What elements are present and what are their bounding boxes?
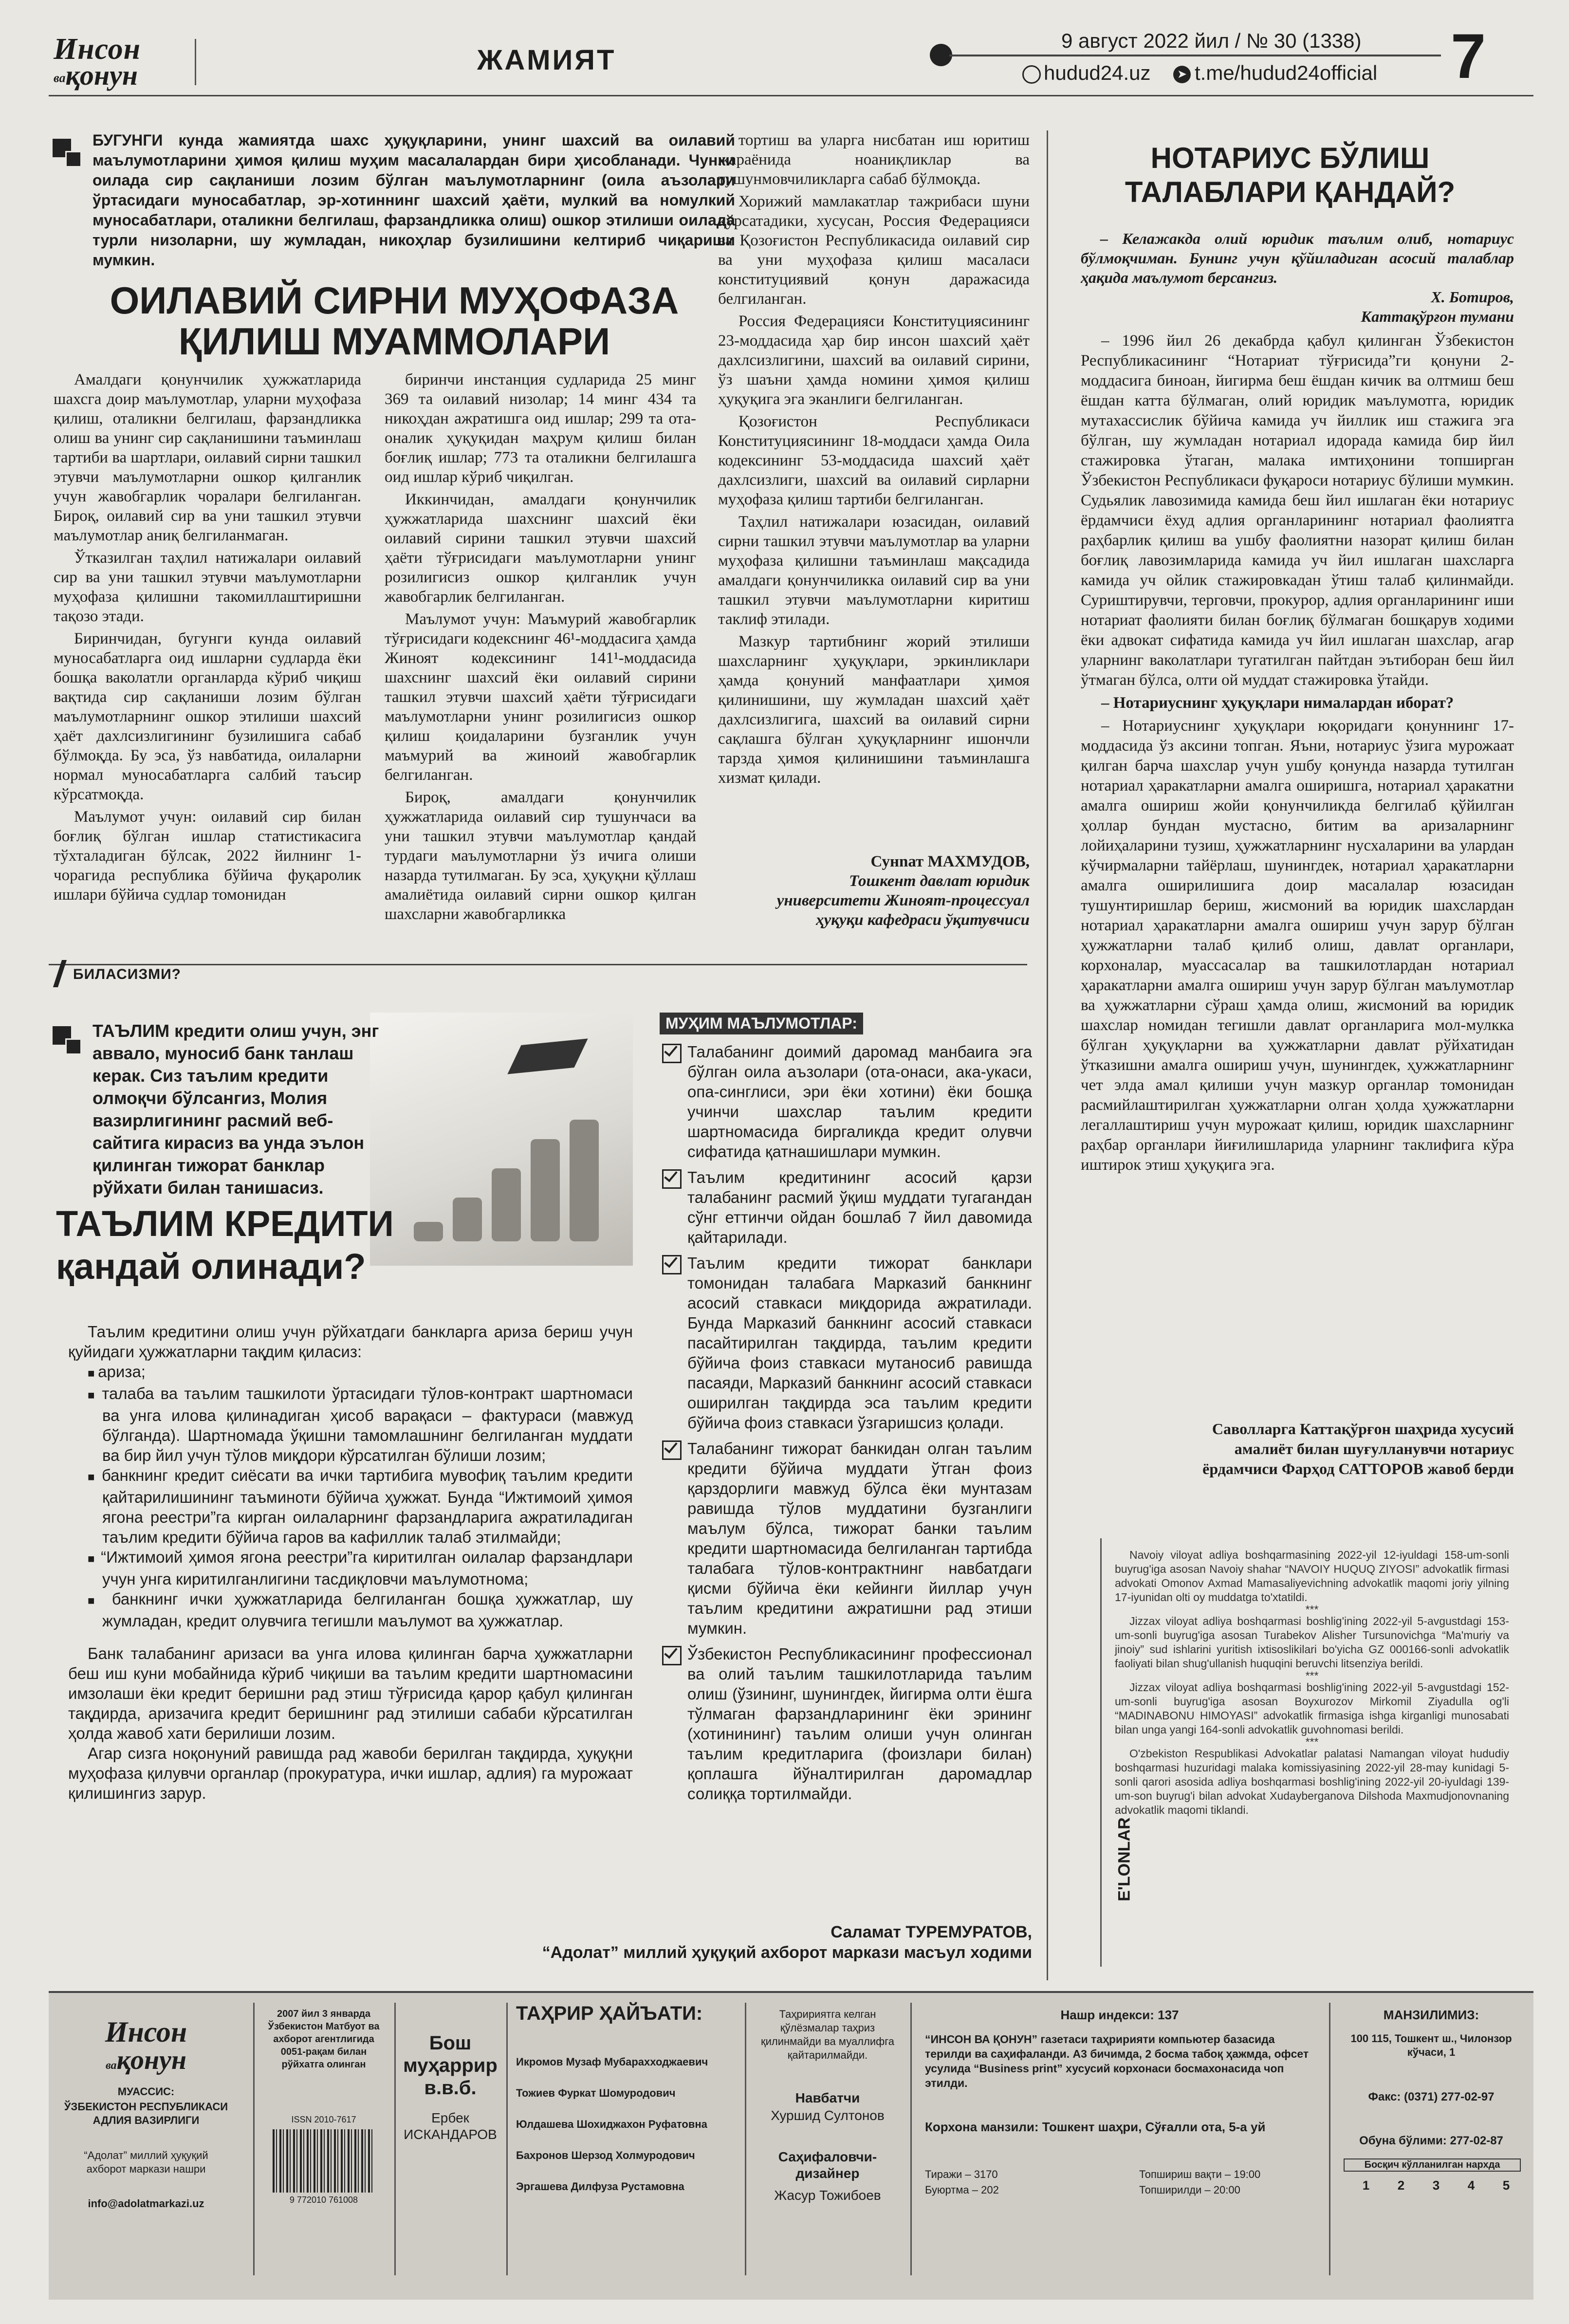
paragraph: тортиш ва уларга нисбатан иш юритиш жараёнида ноаниқликлар ва тушунмовчиликларга сабаб бўлмоқда. bbox=[718, 131, 1030, 188]
lead-marker-icon-2 bbox=[65, 151, 82, 167]
contact-label: МАНЗИЛИМИЗ: bbox=[1383, 2008, 1479, 2022]
telegram-icon: ➤ bbox=[1173, 66, 1191, 83]
paragraph: – 1996 йил 26 декабрда қабул қилинган Ўзбекистон Республикасининг “Нотариат тўғрисида”ги қонуни 2-моддасига биноан, йигирма беш ёшдан кичик ва олтмиш беш ёшдан катта бўлмаган, олий юридик маълумотга, юридик мутахассислик бўйича камида уч йиллик иш стажига эга бўлган, шу жумладан нотариал идорада камида бир йил стажировка ўтаган, малака имтиҳонини топширган Ўзбекистон Республикаси фуқароси нотариус бўлиши мумкин. Судьялик лавозимида камида беш йил ишлаган ёки нотариус ёрдамчиси ёхуд адлия органларининг нотариал фаолиятга раҳбарлик қилиш ва ушбу фаолиятни назорат қилиш билан боғлиқ лавозимларида камида уч йил ишлаган шахсларга камида уч ойлик стажировкадан ўтиш талаб қилинмайди. Суриштирувчи, терговчи, прокурор, адлия органларининг иши нотариат фаолияти билан боғлиқ бўлмаган бошқарув ходими ёки адвокат сифатида камида уч йил ишлаган шахслар, агар уларнинг ваколатлари тугатилган пайтдан эътиборан беш йил ўтмаган бўлса, олти ой муддат стажировка ўтайди. bbox=[1081, 332, 1514, 689]
registration-info: 2007 йил 3 январда Ўзбекистон Матбуот ва ахборот агентлигида 0051-рақам билан рўйхатга олинган bbox=[268, 2009, 380, 2070]
info-item-text: Ўзбекистон Республикасининг профессионал ва олий таълим ташкилотларида таълим олиш (ўзининг, шунингдек, йигирма олти ёшга тўлмаган фарзандларининг ёки эрининг (хотинининг) таълим олиши учун олинган таълим кредитларига (фоизлари билан) қоплашга йўналтирилган даромадлар солиққа тортилмайди. bbox=[687, 1645, 1032, 1803]
article3-title-line1: ТАЪЛИМ КРЕДИТИ bbox=[56, 1203, 394, 1244]
rubric-label: БИЛАСИЗМИ? bbox=[73, 966, 181, 982]
author-role: университети Жиноят-процессуал bbox=[776, 892, 1030, 909]
barcode bbox=[273, 2129, 375, 2193]
coin-stack bbox=[531, 1139, 560, 1241]
board-member: Юлдашева Шохиджахон Руфатовна bbox=[516, 2118, 707, 2130]
page-index-item: 2 bbox=[1397, 2178, 1405, 2193]
asker-place: Каттақўрғон тумани bbox=[1361, 308, 1514, 325]
info-item-text: Талабанинг тижорат банкидан олган таълим кредити бўйича муддати ўтган фоиз қарздорлиги мавжуд бўлса ёки мунтазам равишда тўлов муддатини бузганлиги маълум бўлса, тижорат банки таълим кредити шартномасида белгиланган тартибда талабага тўлов-контрактнинг навбатдаги қисми бўйича ёки кейинги йиллар учун таълим кредитини ажратишни рад этиши мумкин. bbox=[687, 1439, 1032, 1637]
paragraph: Банк талабанинг аризаси ва унга илова қилинган барча ҳужжатларни беш иш куни мобайнида кўриб чиқиши ва таълим кредити шартномасини имзолаши ёки кредит беришни рад этиш тўғрисида қарор қабул қилинган тақдирда, аризачига кредит беришнинг рад этилиши сабаби кўрсатилган ҳолда жавоб хати берилиши лозим. bbox=[68, 1644, 633, 1742]
telegram-link[interactable] bbox=[1173, 61, 1377, 85]
submitted-time: Топширилди – 20:00 bbox=[1139, 2184, 1240, 2196]
print-control-label: Босқич кўлланилган нархда bbox=[1344, 2158, 1521, 2172]
info-item bbox=[662, 1042, 1032, 1162]
page-index-item: 5 bbox=[1502, 2178, 1510, 2193]
article2-answered-by bbox=[1081, 1419, 1514, 1479]
article3-title bbox=[56, 1202, 494, 1288]
paragraph: Таҳлил натижалари юзасидан, оилавий сирни ташкил этувчи маълумотлар ва уларни муҳофаза қилишни таъминлаш мақсадида амалдаги қонунчиликка оилавий сир ва уни ташкил этувчи маълумотларни киритиш таклиф этилади. bbox=[718, 513, 1030, 628]
paragraph: Маълумот учун: оилавий сир билан боғлиқ бўлган ишлар статистикасига тўхталадиган бўлсак, 2022 йилнинг 1-чорагида республика бўйича фуқаролик ишлари бўйича судлар томонидан bbox=[54, 808, 361, 904]
announcement-item: Jizzax viloyat adliya boshqarmasi boshlig'ining 2022-yil 5-avgustdagi 152-um-sonli buyrug'iga asosan Boyxurozov Mirkomil Ziyadulla og'li “MADINABONU HIMOYASI” advokatlik firmasiga ishga kirganligi munosabati bilan unga yangi 164-sonli advokatlik guvohnomasi berildi. bbox=[1115, 1681, 1509, 1736]
paragraph: Агар сизга ноқонуний равишда рад жавоби берилган тақдирда, ҳуқуқни муҳофаза қилувчи органлар (прокуратура, ички ишлар, адлия) га мурожаат қилишингиз зарур. bbox=[68, 1744, 633, 1802]
subscription: Обуна бўлими: 277-02-87 bbox=[1359, 2134, 1503, 2147]
announcements-list bbox=[1115, 1548, 1509, 1817]
masthead-rule bbox=[49, 95, 1533, 96]
designer-name: Жасур Тожибоев bbox=[774, 2188, 881, 2203]
website-text: hudud24.uz bbox=[1044, 61, 1151, 84]
author-name: Сунnат МАХМУДОВ, bbox=[870, 853, 1030, 870]
article2-body bbox=[1081, 331, 1514, 1178]
info-item bbox=[662, 1644, 1032, 1804]
answered-by-line: амалиёт билан шуғулланувчи нотариус bbox=[1234, 1440, 1514, 1457]
author-role: Тошкент давлат юридик bbox=[849, 872, 1030, 890]
coin-stack bbox=[492, 1168, 521, 1241]
issue-info: 9 август 2022 йил / № 30 (1338) bbox=[1061, 29, 1362, 52]
article3-intro: Таълим кредитини олиш учун рўйхатдаги банкларга ариза бериш учун қуйидаги ҳужжатларни тақдим қиласиз: bbox=[68, 1323, 633, 1361]
editorial-note: Таҳририятга келган қўлёзмалар таҳриз қилинмайди ва муаллифга қайтарилмайди. bbox=[760, 2008, 895, 2061]
announcement-item: O'zbekiston Respublikasi Advokatlar palatasi Namangan viloyat hududiy boshqarmasi huzuridagi malaka komissiyasining 2022-yil 28-may kunidagi 5-sonli qarori asosida adliya boshqarmasi boshlig'ining 2022-yil 20-iyuldagi 139-um-son buyrug'i bilan advokat Xudayberganova Dilshoda Maxmudjonovnaning advokatlik maqomi tiklandi. bbox=[1115, 1747, 1509, 1816]
announcement-item: Navoiy viloyat adliya boshqarmasining 2022-yil 12-iyuldagi 158-um-sonli buyrug'iga asosan Navoiy shahar “NAVOIY HUQUQ ZIYOSI” advokatlik firmasi advokati Omonov Axmad Mamasaliyevichning advokatlik maqomi joriy yilning 17-iyunidan olti oy muddatga to'xtatildi. bbox=[1115, 1549, 1509, 1604]
article2-title-line1: НОТАРИУС БЎЛИШ bbox=[1150, 142, 1430, 174]
founder-label: МУАССИС: bbox=[117, 2085, 175, 2098]
footer-divider bbox=[745, 2003, 746, 2275]
coin-stack bbox=[570, 1120, 599, 1241]
graduation-cap-icon bbox=[507, 1038, 588, 1074]
footer-divider bbox=[910, 2003, 912, 2275]
checkbox-icon bbox=[662, 1440, 682, 1460]
email-link[interactable]: info@adolatmarkazi.uz bbox=[88, 2197, 204, 2210]
announcement-separator: *** bbox=[1305, 1669, 1319, 1682]
info-item-text: Талабанинг доимий даромад манбаига эга бўлган оила аъзолари (ота-онаси, ака-укаси, опа-синглиси, эри ёки хотини) ёки бошқа учинчи шахслар таълим кредити шартномасида биргаликда кредит олувчи сифатида қатнашишлари мумкин. bbox=[687, 1043, 1032, 1161]
author-name: Саламат ТУРЕМУРАТОВ, bbox=[831, 1923, 1032, 1941]
paragraph: Бироқ, амалдаги қонунчилик ҳужжатларида оилавий сир тушунчаси ва уни ташкил этувчи маълумотлар қандай турдаги маълумотларни ўз ичига олиши назарда тутилмаган. Бу эса, ҳуқуқни қўллаш амалиётида оилавий сирни ошкор қилган шахсларни жавобгарликка bbox=[385, 789, 696, 923]
publisher: “Адолат” миллий ҳуқуқий ахборот маркази нашри bbox=[84, 2149, 208, 2175]
board-member: Тожиев Фуркат Шомуродович bbox=[516, 2087, 676, 2099]
footer bbox=[49, 1991, 1533, 2300]
website-link[interactable] bbox=[1022, 61, 1151, 85]
list-item: ■ талаба ва таълим ташкилоти ўртасидаги тўлов-контракт шартномаси ва унга илова қилинадиган ҳисоб варақаси – фактураси (мавжуд бўлганда). Шартномада ўқишни тамомлашнинг белгиланган муддати ва бир йил учун тўлов миқдори кўрсатилган бўлиши лозим; bbox=[68, 1383, 633, 1465]
paragraph: – Нотариуснинг ҳуқуқлари юқоридаги қонуннинг 17-моддасида ўз аксини топган. Яъни, нотариус ўзига мурожаат қилган барча шахслар учун ушбу қонунда назарда тутилган нотариал ҳаракатларни амалга оширишга, нотариал ҳаракатни амалга ошириш жойи қонунчиликда белгилаб қўйилган ҳоллар бундан мустасно, битим ва аризаларнинг лойиҳаларини тузиш, ҳужжатларнинг нусхаларини ва улардан кўчирмаларни тайёрлаш, шунингдек, нотариал ҳаракатларни амалга оширилишига доир масалалар юзасидан тушунтиришлар бериш, жисмоний ва юридик шахслардан нотариал ҳаракатларни амалга ошириш учун зарур бўлган ҳужжатларни талаб қилиб олиш, давлат органлари, корхоналар, муассасалар ва ташкилотлардан нотариал ҳаракатларни амалга ошириш учун зарур бўлган маълумотлар ва ҳужжатларни сўраш ҳамда олиш, жисмоний ва юридик шахслар номидан тегишли давлат органларига мол-мулкка бўлган ҳуқуқларни ва ҳужжатларни давлат рўйхатидан ўтказишни амалга ошириш учун, шунингдек, ҳужжатларнинг чет элда амал қилиши учун мазкур органлар томонидан расмийлаштирилган ҳужжатларни олган ҳолда ҳужжатларни легаллаштириш учун мурожаат қилиш, юридик шахсларнинг раҳбар органлари йиғилишларида уларнинг таклифига кўра иштирок этиш ҳуқуқига эга. bbox=[1081, 717, 1514, 1174]
column-divider bbox=[1047, 130, 1048, 1980]
announcements bbox=[1086, 1538, 1514, 1967]
footer-divider bbox=[1329, 2003, 1330, 2275]
article1-byline bbox=[718, 852, 1030, 930]
print-address: Корхона манзили: Тошкент шаҳри, Сўғалли ота, 5-а уй bbox=[925, 2120, 1266, 2134]
article3-body bbox=[68, 1322, 633, 1803]
announcements-label: E'LONLAR bbox=[1115, 1817, 1134, 1901]
article1-title bbox=[49, 280, 740, 362]
issue-line bbox=[949, 55, 1441, 56]
info-header: МУҲИМ МАЪЛУМОТЛАР: bbox=[660, 1013, 863, 1034]
paragraph: Қозоғистон Республикаси Конституциясининг 18-моддаси ҳамда Оила кодексининг 53-моддасида шахсий ҳаёт дахлсизлиги, шахсий ва оилавий сирларни муҳофаза қилиш тартиби белгиланган. bbox=[718, 413, 1030, 508]
board-member: Икромов Музаф Мубарахходжаевич bbox=[516, 2056, 708, 2068]
asker-name: Х. Ботиров, bbox=[1431, 288, 1514, 306]
footer-logo-top: Инсон bbox=[105, 2016, 187, 2048]
info-item bbox=[662, 1253, 1032, 1433]
paragraph: Маълумот учун: Маъмурий жавобгарлик тўғрисидаги кодекснинг 46¹-моддасига ҳамда Жиноят кодексининг 141¹-моддасида шахснинг шахсий ёки оилавий сирини ташкил этувчи шахсий ҳаёти тўғрисидаги маълумотларни унинг розилигисиз ошкор қилиш қоидаларини бузганлик учун маъмурий ва жиноий жавобгарлик белгиланган. bbox=[385, 610, 696, 784]
telegram-text: t.me/hudud24official bbox=[1195, 61, 1378, 84]
article1-col3 bbox=[718, 130, 1030, 791]
announcements-sidebar bbox=[1086, 1538, 1102, 1967]
article2-subhead: – Нотариуснинг ҳуқуқлари нималардан иборат? bbox=[1101, 694, 1454, 712]
print-note: “ИНСОН ВА ҚОНУН” газетаси таҳририяти компьютер базасида терилди ва саҳифаланди. А3 бичимда, 2 босма табоқ ҳажмда, офсет усулида “Business print” хусусий корхонаси босмахонасида чоп этилди. bbox=[925, 2033, 1309, 2089]
info-item bbox=[662, 1439, 1032, 1638]
paragraph: биринчи инстанция судларида 25 минг 369 та оилавий низолар; 14 минг 434 та никоҳдан ажратишга оид ишлар; 299 та ота-оналик ҳуқуқидан маҳрум қилиш билан боғлиқ ишлар; 773 та оталикни белгилашга оид ишлар кўриб чиқилган. bbox=[385, 371, 696, 486]
lead-marker-icon-2 bbox=[65, 1038, 82, 1055]
announcement-separator: *** bbox=[1305, 1735, 1319, 1748]
logo bbox=[54, 33, 185, 91]
announcement-item: Jizzax viloyat adliya boshqarmasi boshlig'ining 2022-yil 5-avgustdagi 153-um-sonli buyrug'iga asosan Turabekov Alisher Tursunovichga “Ma'muriy va jinoiy” sud ishlarini yuritish ixtisoslikilari bo'yicha GZ 000166-sonli advokatlik faoliyati bilan shug'ullanish huquqini beruvchi litsenziya berildi. bbox=[1115, 1615, 1509, 1670]
checkbox-icon bbox=[662, 1646, 682, 1665]
article3-byline bbox=[341, 1922, 1032, 1963]
index-number: Нашр индекси: 137 bbox=[1060, 2008, 1179, 2022]
info-list bbox=[662, 1042, 1032, 1809]
article3-title-line2: қандай олинади? bbox=[56, 1246, 366, 1287]
footer-divider bbox=[394, 2003, 396, 2275]
article1-col1 bbox=[54, 370, 361, 907]
board-title: ТАҲРИР ҲАЙЪАТИ: bbox=[516, 2003, 703, 2024]
author-role: ҳуқуқи кафедраси ўқитувчиси bbox=[816, 911, 1030, 929]
page-index-item: 3 bbox=[1432, 2178, 1440, 2193]
footer-divider bbox=[506, 2003, 508, 2275]
masthead bbox=[49, 20, 1533, 92]
checkbox-icon bbox=[662, 1255, 682, 1274]
logo-divider bbox=[195, 39, 196, 85]
list-item: ■ банкнинг ички ҳужжатларида белгиланган бошқа ҳужжатлар, шу жумладан, кредит олувчига тегишли маълумот ва ҳужжатлар. bbox=[68, 1589, 633, 1631]
paragraph: Амалдаги қонунчилик ҳужжатларида шахсга доир маълумотлар, уларни муҳофаза қилиш, оталикни белгилаш, фарзандликка олиш ва унинг сир сақланишини таъминлаш тартиби ва шартлари, оилавий сирни ташкил этувчи маълумотларни ошкор қилганлик учун жавобгарлик чоралари белгиланган. Бироқ, оилавий сир ва уни ташкил этувчи маълумотлар аниқ белгиланмаган. bbox=[54, 371, 361, 544]
checkbox-icon bbox=[662, 1044, 682, 1063]
logo-small: ва bbox=[54, 71, 66, 85]
list-item: ■ ариза; bbox=[68, 1362, 633, 1383]
circulation: Тиражи – 3170 bbox=[925, 2168, 998, 2180]
footer-logo-bottom: қонун bbox=[116, 2045, 186, 2075]
checkbox-icon bbox=[662, 1169, 682, 1189]
page-index bbox=[1348, 2178, 1524, 2193]
contact-address: 100 115, Тошкент ш., Чилонзор кўчаси, 1 bbox=[1350, 2032, 1512, 2058]
board-member: Бахронов Шерзод Холмуродович bbox=[516, 2149, 695, 2161]
editor-title: Бош муҳаррир в.в.б. bbox=[403, 2032, 498, 2099]
order-number: Буюртма – 202 bbox=[925, 2184, 999, 2196]
paragraph: Хорижий мамлакатлар тажрибаси шуни кўрсатадики, хусусан, Россия Федерацияси ва Қозоғистон Республикасида оилавий сир ва уни муҳофаза қилиш масаласи конституциявий қонун даражасида белгиланган. bbox=[718, 193, 1030, 308]
issn: ISSN 2010-7617 bbox=[291, 2115, 356, 2124]
article3-lead: ТАЪЛИМ кредити олиш учун, энг аввало, муносиб банк танлаш керак. Сиз таълим кредити олмоқчи бўлсангиз, Молия вазирлигининг расмий веб-сайтига кирасиз ва унда эълон қилинган тижорат банклар рўйхати билан танишасиз. bbox=[92, 1021, 379, 1198]
article2-title bbox=[1066, 141, 1514, 209]
duty-label: Навбатчи bbox=[795, 2090, 860, 2105]
deadline: Топшириш вақти – 19:00 bbox=[1139, 2168, 1261, 2180]
page-index-item: 1 bbox=[1362, 2178, 1370, 2193]
page-number: 7 bbox=[1451, 20, 1486, 92]
article2-question: – Келажакда олий юридик таълим олиб, нотариус бўлмоқчиман. Бунинг учун қўйиладиган асосий талаблар ҳақида маълумот берсангиз. bbox=[1081, 230, 1514, 286]
info-item-text: Таълим кредитининг асосий қарзи талабанинг расмий ўқиш муддати тугагандан сўнг еттинчи ойдан бошлаб 7 йил давомида қайтарилади. bbox=[687, 1168, 1032, 1246]
paragraph: Биринчидан, бугунги кунда оилавий муносабатларга оид ишларни судларда ёки бошқа ваколатли органларда кўриб чиқиш вақтида сир сақланиши лозим бўлган маълумотларнинг ошкор этилиши шахсий ҳаёт дахлсизлигининг бузилишига сабаб бўлмоқда. Бу эса, ўз навбатида, оилаларни нормал муносабатларга салбий таъсир кўрсатмоқда. bbox=[54, 630, 361, 803]
section-title: ЖАМИЯТ bbox=[477, 44, 616, 76]
list-item: ■ банкнинг кредит сиёсати ва ички тартибига мувофиқ таълим кредити қайтарилишининг таъминоти бўйича ҳужжат. Бунда “Ижтимоий ҳимоя ягона реестри”га кирган оилаларнинг фарзандларига ажратиладиган таълим кредити бўйича гаров ва кафиллик талаб этилмайди; bbox=[68, 1465, 633, 1547]
editor-name: Ербек ИСКАНДАРОВ bbox=[404, 2110, 497, 2142]
list-item: ■ “Ижтимоий ҳимоя ягона реестри”га киритилган оилалар фарзандлари учун унга киритилганлигини тасдиқловчи маълумотнома; bbox=[68, 1547, 633, 1589]
answered-by-line: ёрдамчиси Фарҳод САТТОРОВ жавоб берди bbox=[1202, 1460, 1514, 1477]
footer-divider bbox=[253, 2003, 255, 2275]
footer-logo-small: ва bbox=[106, 2059, 117, 2072]
answered-by-line: Саволларга Каттақўрғон шаҳрида хусусий bbox=[1212, 1420, 1514, 1438]
paragraph: Россия Федерацияси Конституциясининг 23-моддасида ҳар бир инсон шахсий ҳаёт дахлсизлигини, шахсий ва оилавий сирини, ўз шаъни ҳамда номини ҳимоя қилиш ҳуқуқига эга эканлиги белгиланган. bbox=[718, 313, 1030, 408]
author-role: “Адолат” миллий ҳуқуқий ахборот маркази масъул ходими bbox=[542, 1943, 1032, 1962]
barcode-digits: 9 772010 761008 bbox=[289, 2195, 358, 2205]
article2-asker bbox=[1081, 287, 1514, 326]
info-item bbox=[662, 1167, 1032, 1247]
article1-title-line2: ҚИЛИШ МУАММОЛАРИ bbox=[178, 320, 610, 363]
article2-title-line2: ТАЛАБЛАРИ ҚАНДАЙ? bbox=[1125, 176, 1456, 208]
article1-col2 bbox=[385, 370, 696, 927]
fax: Факс: (0371) 277-02-97 bbox=[1368, 2090, 1495, 2103]
announcement-separator: *** bbox=[1305, 1603, 1319, 1616]
board-list bbox=[516, 2047, 730, 2202]
paragraph: Ўтказилган таҳлил натижалари оилавий сир ва уни ташкил этувчи маълумотларни муҳофаза қилишни такомиллаштиришни тақозо этади. bbox=[54, 549, 361, 625]
duty-name: Хуршид Султонов bbox=[771, 2108, 885, 2123]
article1-lead: БУГУНГИ кунда жамиятда шахс ҳуқуқларини, унинг шахсий ва оилавий маълумотларини ҳимоя қилиш муҳим масалалардан бири ҳисобланади. Чунки оилада сир сақланиши лозим бўлган маълумотларнинг (оила аъзолари ўртасидаги муносабатлар, эр-хотиннинг шахсий ҳаёти, мулкий ва номулкий муносабатлари, оталикни белгилаш, фарзандликка олиш) ошкор этилиши оилада турли низоларни, шу жумладан, никоҳлар бузилишини келтириб чиқариши мумкин. bbox=[92, 131, 735, 269]
founder: ЎЗБЕКИСТОН РЕСПУБЛИКАСИ АДЛИЯ ВАЗИРЛИГИ bbox=[64, 2101, 228, 2126]
info-item-text: Таълим кредити тижорат банклари томонидан талабага Марказий банкнинг асосий ставкаси миқдорида ажратилади. Бунда Марказий банкнинг асосий ставкаси пасайтирилган тақдирда, таълим кредити бўйича фоиз ставкаси мутаносиб равишда пасаяди, Марказий банкнинг асосий ставкаси оширилган тақдирда эса таълим кредити бўйича фоиз ставкаси ўзгаришсиз қолади. bbox=[687, 1254, 1032, 1432]
documents-list bbox=[68, 1362, 633, 1631]
footer-logo bbox=[58, 2017, 234, 2074]
page-index-item: 4 bbox=[1467, 2178, 1475, 2193]
article1-title-line1: ОИЛАВИЙ СИРНИ МУҲОФАЗА bbox=[110, 279, 679, 322]
board-member: Эргашева Дилфуза Рустамовна bbox=[516, 2180, 684, 2193]
globe-icon bbox=[1022, 65, 1041, 84]
logo-bottom: қонун bbox=[65, 59, 138, 91]
logo-top: Инсон bbox=[54, 33, 141, 66]
rubric-rule bbox=[49, 964, 1027, 965]
designer-label: Саҳифаловчи-дизайнер bbox=[778, 2149, 877, 2181]
paragraph: Иккинчидан, амалдаги қонунчилик ҳужжатларида шахснинг шахсий ёки оилавий сирини ташкил этувчи шахсий ҳаёти тўғрисидаги маълумотларни унинг розилигисиз ошкор қилганлик учун жавобгарлик белгиланган. bbox=[385, 491, 696, 606]
paragraph: Мазкур тартибнинг жорий этилиши шахсларнинг ҳуқуқлари, эркинликлари ҳамда қонуний манфаатлари ҳимоя қилинишини, шу жумладан шахсий ҳаёт дахлсизлигига, шахсий ва оилавий сирни сақлашга бўлган ҳуқуқларнинг ишончли тарзда ҳимоя қилинишини таъминлашга хизмат қилади. bbox=[718, 633, 1030, 787]
